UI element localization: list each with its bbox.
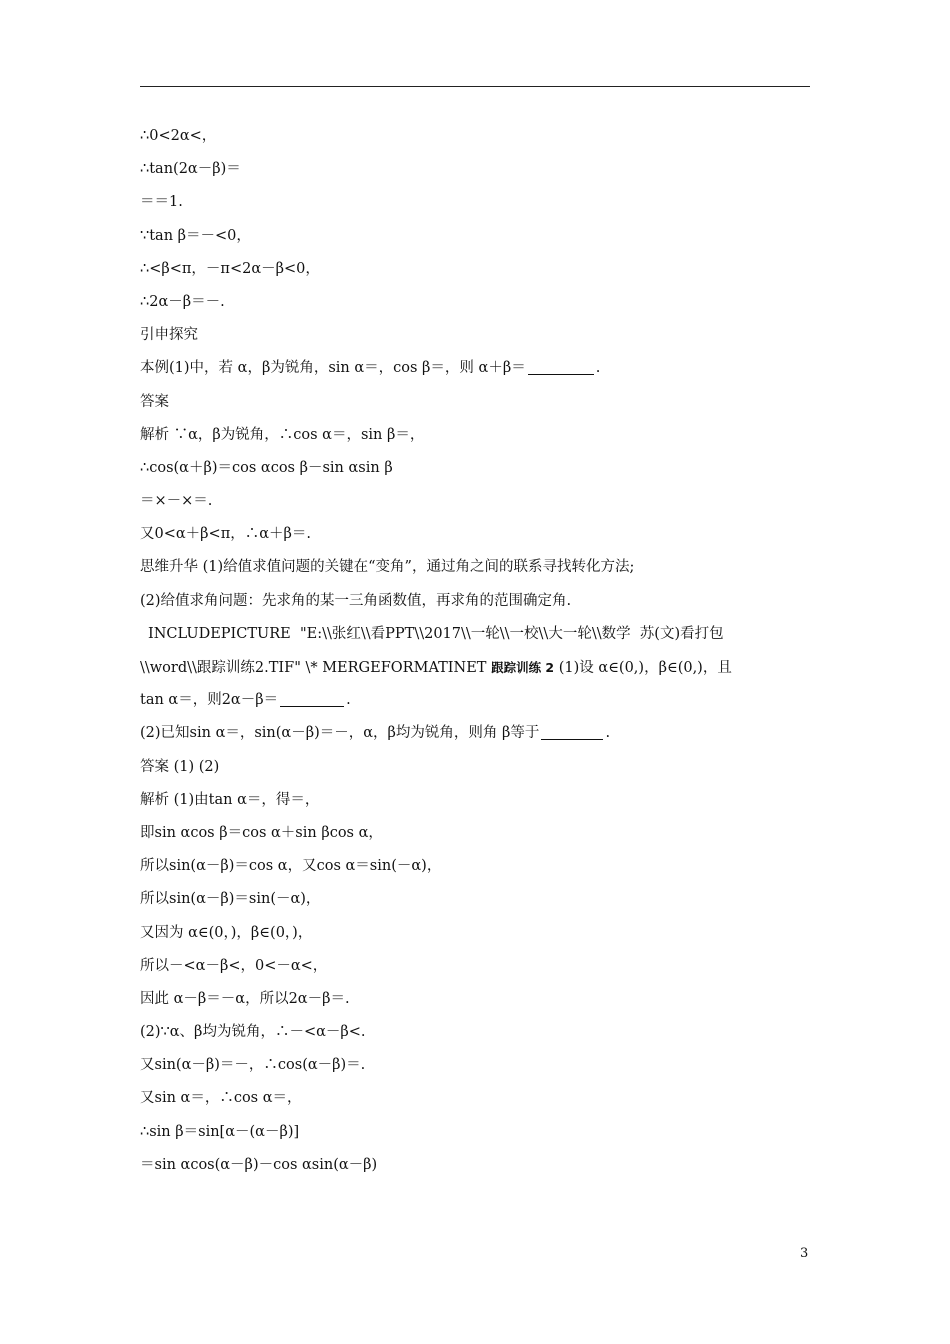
header-rule [140, 86, 810, 87]
text-line: 所以sin(α－β)＝cos α，又cos α＝sin(－α)， [140, 858, 442, 875]
practice-line [140, 651, 820, 684]
practice-label: 跟踪训练 2 [491, 660, 555, 675]
answer-blank [280, 688, 344, 707]
text-line: 所以sin(α－β)＝sin(－α)， [140, 891, 321, 908]
text-line: 解析 ∵α，β为锐角，∴cos α＝，sin β＝， [140, 426, 425, 443]
question-line [140, 717, 820, 750]
question-text: 本例(1)中，若 α，β为锐角，sin α＝，cos β＝，则 α＋β＝ [140, 360, 526, 377]
section-heading: 引申探究 [140, 327, 198, 344]
question-line [140, 684, 820, 717]
text-line: 因此 α－β＝－α，所以2α－β＝. [140, 990, 350, 1007]
question-text: (2)已知sin α＝，sin(α－β)＝－，α，β均为锐角，则角 β等于 [140, 725, 540, 742]
text-line: (2)∵α、β均为锐角，∴－<α－β<. [140, 1024, 366, 1041]
question-text: (1)设 α∈(0,)，β∈(0,)，且 [554, 660, 732, 676]
page-number: 3 [800, 1246, 809, 1261]
field-code-text: \\word\\跟踪训练2.TIF" \* MERGEFORMATINET [140, 660, 492, 676]
text-line: ∴sin β＝sin[α－(α－β)] [140, 1123, 300, 1140]
text-line: 解析 (1)由tan α＝，得＝， [140, 791, 320, 808]
text-line: ＝×－×＝. [140, 493, 213, 510]
text-line: ∴0<2α<， [140, 128, 217, 144]
text-line: ＝sin αcos(α－β)－cos αsin(α－β) [140, 1156, 378, 1173]
answer-label: 答案 (1) (2) [140, 758, 220, 775]
text-line: 所以－<α－β<，0<－α<， [140, 957, 328, 974]
question-line [140, 352, 820, 385]
answer-label: 答案 [140, 393, 169, 410]
question-text: tan α＝，则2α－β＝ [140, 692, 279, 709]
text-line: 又sin α＝，∴cos α＝， [140, 1090, 302, 1107]
text-line: (2)给值求角问题：先求角的某一三角函数值，再求角的范围确定角. [140, 592, 572, 609]
question-end: . [595, 360, 601, 377]
text-line: ∵tan β＝－<0， [140, 227, 251, 244]
text-line: ∴tan(2α－β)＝ [140, 161, 241, 178]
text-line: 即sin αcos β＝cos α＋sin βcos α， [140, 824, 383, 841]
text-line: 又sin(α－β)＝－，∴cos(α－β)＝. [140, 1057, 366, 1074]
text-line: ∴cos(α＋β)＝cos αcos β－sin αsin β [140, 459, 393, 476]
text-line: 又因为 α∈(0，)，β∈(0，)， [140, 924, 313, 941]
question-end: . [605, 725, 611, 742]
text-line: ＝＝1. [140, 194, 183, 211]
include-picture-field: INCLUDEPICTURE "E:\\张红\\看PPT\\2017\\一轮\\一校\\大一轮\\数学 苏(文)看打包 [148, 625, 724, 642]
document-body [140, 120, 820, 1182]
text-line: ∴2α－β＝－. [140, 293, 225, 310]
answer-blank [541, 721, 603, 740]
answer-blank [528, 356, 594, 375]
question-end: . [346, 692, 351, 709]
text-line: 思维升华 (1)给值求值问题的关键在“变角”，通过角之间的联系寻找转化方法; [140, 559, 635, 576]
text-line: 又0<α＋β<π，∴α＋β＝. [140, 526, 312, 543]
text-line: ∴<β<π，－π<2α－β<0， [140, 260, 320, 277]
